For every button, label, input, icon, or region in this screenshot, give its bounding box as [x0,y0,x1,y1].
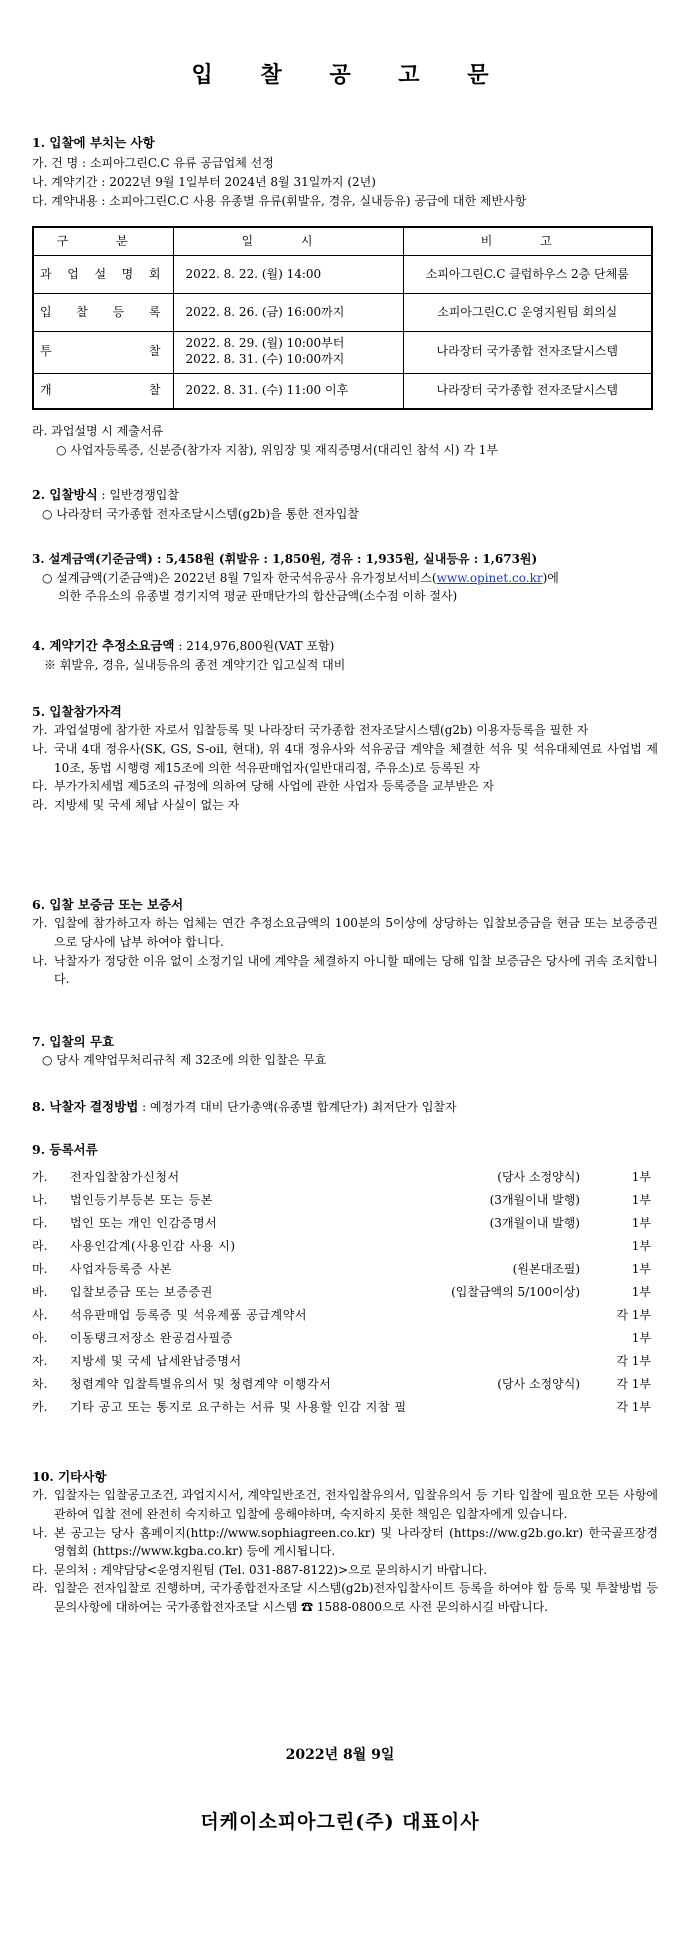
contract-period-line: 나. 계약기간 : 2022년 9월 1일부터 2024년 8월 31일까지 (2년) [32,174,376,189]
list-item: 가. 입찰에 참가하고자 하는 업체는 연간 추정소요금액의 100분의 5이상에 상당하는 입찰보증금을 현금 또는 보증증권으로 당사에 납부 하여야 합니다. [32,916,658,949]
section-9 [32,1140,658,1418]
section-2-value: : 일반경쟁입찰 [97,488,179,502]
list-item: 바. 입찰보증금 또는 보증증권 (입찰금액의 5/100이상) 1부 [32,1284,651,1299]
list-item: 나. 국내 4대 정유사(SK, GS, S-oil, 현대), 위 4대 정유사와 석유공급 계약을 체결한 석유 및 석유대체연료 사업법 제10조, 동법 시행령 제15조에 의한 석유판매업자(일반대리점, 주유소)로 등록된 자 [32,741,658,775]
list-item: 나. 법인등기부등본 또는 등본 (3개월이내 발행) 1부 [32,1192,651,1207]
schedule-row [33,331,652,373]
section-3-detail-1: ○ 설계금액(기준금액)은 2022년 8월 7일자 한국석유공사 유가정보서비스(www.opinet.co.kr)에 [42,570,559,585]
schedule-date-end: 2022. 8. 31. (수) 10:00까지 [185,352,345,366]
list-item: 자. 지방세 및 국세 납세완납증명서 각 1부 [32,1353,651,1368]
section-4-note: ※ 휘발유, 경유, 실내등유의 종전 계약기간 입고실적 대비 [44,657,346,672]
list-item: 다. 법인 또는 개인 인감증명서 (3개월이내 발행) 1부 [32,1215,651,1230]
opinet-link[interactable]: www.opinet.co.kr [436,570,543,585]
section-7-detail: ○ 당사 계약업무처리규칙 제 32조에 의한 입찰은 무효 [42,1053,327,1068]
list-item: 가. 입찰자는 입찰공고조건, 과업지시서, 계약일반조건, 전자입찰유의서, 입찰유의서 등 기타 입찰에 필요한 모든 사항에 관하여 입찰 전에 완전히 숙지하고 입찰에 응해야하며, 숙지하지 못한 책임은 입찰자에게 있습니다. [32,1488,658,1521]
section-6 [32,895,658,989]
section-8 [32,1097,658,1117]
list-item: 라. 사용인감계(사용인감 사용 시) 1부 [32,1238,651,1253]
schedule-label: 입 찰 등 록 [33,293,173,331]
section-6-heading: 6. 입찰 보증금 또는 보증서 [32,897,184,912]
list-item: 라. 입찰은 전자입찰로 진행하며, 국가종합전자조달 시스템(g2b)전자입찰사이트 등록을 하여야 합 등록 및 투찰방법 등 문의사항에 대하여는 국가종합전자조달 시스템 ☎ 1588-0800으로 사전 문의하시길 바랍니다. [32,1581,658,1614]
section-5-heading: 5. 입찰참가자격 [32,704,122,719]
schedule-header-row [33,227,652,255]
briefing-docs-detail: ○ 사업자등록증, 신분증(참가자 지참), 위임장 및 재직증명서(대리인 참석 시) 각 1부 [56,442,498,457]
section-1-docs [32,422,658,459]
schedule-note: 나라장터 국가종합 전자조달시스템 [403,331,652,373]
schedule-table-wrap [32,226,658,410]
section-1-heading: 1. 입찰에 부치는 사항 [32,135,155,150]
list-item: 라. 지방세 및 국세 체납 사실이 없는 자 [32,797,240,812]
section-7 [32,1032,658,1070]
section-10 [32,1467,658,1617]
project-name-line: 가. 건 명 : 소피아그린C.C 유류 공급업체 선정 [32,156,274,171]
section-9-heading: 9. 등록서류 [32,1142,98,1157]
schedule-date [173,331,403,373]
section-2-detail: ○ 나라장터 국가종합 전자조달시스템(g2b)을 통한 전자입찰 [42,506,359,521]
list-item: 아. 이동탱크저장소 완공검사필증 1부 [32,1330,651,1345]
list-item: 가. 과업설명에 참가한 자로서 입찰등록 및 나라장터 국가종합 전자조달시스템(g2b) 이용자등록을 필한 자 [32,723,589,738]
section-3 [32,550,658,606]
schedule-note: 소피아그린C.C 클럽하우스 2층 단체룸 [403,255,652,293]
schedule-date: 2022. 8. 26. (금) 16:00까지 [173,293,403,331]
schedule-header-note: 비 고 [403,227,652,255]
list-item: 차. 청렴계약 입찰특별유의서 및 청렴계약 이행각서 (당사 소정양식) 각 1부 [32,1376,651,1391]
signer-name: 더케이소피아그린(주) 대표이사 [200,1811,480,1833]
schedule-date-start: 2022. 8. 29. (월) 10:00부터 [185,336,345,351]
list-item: 나. 본 공고는 당사 홈페이지(http://www.sophiagreen.co.kr) 및 나라장터 (https://ww.g2b.go.kr) 한국골프장경영협회 (https://www.kgba.co.kr) 등에 게시됩니다. [32,1525,658,1559]
list-item: 사. 석유판매업 등록증 및 석유제품 공급계약서 각 1부 [32,1307,651,1322]
schedule-header-datetime: 일 시 [173,227,403,255]
schedule-note: 나라장터 국가종합 전자조달시스템 [403,373,652,409]
section-8-heading: 8. 낙찰자 결정방법 [32,1099,139,1114]
section-5 [32,702,658,814]
list-item: 다. 문의처 : 계약담당<운영지원팀 (Tel. 031-887-8122)>으로 문의하시기 바랍니다. [32,1562,488,1577]
schedule-date: 2022. 8. 31. (수) 11:00 이후 [173,373,403,409]
section-2 [32,485,658,523]
section-4-value: : 214,976,800원(VAT 포함) [174,639,335,653]
section-3-detail-2: 의한 주유소의 유종별 경기지역 평균 판매단가의 합산금액(소수점 이하 절사) [58,589,458,604]
list-item: 가. 전자입찰참가신청서 (당사 소정양식) 1부 [32,1169,651,1184]
schedule-label: 투 찰 [33,331,173,373]
schedule-note: 소피아그린C.C 운영지원팀 회의실 [403,293,652,331]
announcement-date: 2022년 8월 9일 [285,1747,395,1763]
section-7-heading: 7. 입찰의 무효 [32,1034,115,1049]
section-1 [32,133,658,210]
section-4 [32,636,658,674]
schedule-header-category: 구 분 [33,227,173,255]
schedule-row [33,373,652,409]
list-item: 다. 부가가치세법 제5조의 규정에 의하여 당해 사업에 관한 사업자 등록증을 교부받은 자 [32,779,494,794]
page-title: 입 찰 공 고 문 [191,62,509,88]
schedule-row [33,293,652,331]
schedule-label: 개 찰 [33,373,173,409]
contract-content-line: 다. 계약내용 : 소피아그린C.C 사용 유종별 유류(휘발유, 경유, 실내등유) 공급에 대한 제반사항 [32,193,527,208]
schedule-date: 2022. 8. 22. (월) 14:00 [173,255,403,293]
list-item: 나. 낙찰자가 정당한 이유 없이 소정기일 내에 계약을 체결하지 아니할 때에는 당해 입찰 보증금은 당사에 귀속 조치합니다. [32,953,658,987]
section-4-heading: 4. 계약기간 추정소요금액 [32,638,175,653]
section-8-value: : 예정가격 대비 단가총액(유종별 합계단가) 최저단가 입찰자 [138,1100,457,1114]
schedule-label: 과 업 설 명 회 [33,255,173,293]
schedule-table [32,226,653,410]
section-2-heading: 2. 입찰방식 [32,487,98,502]
list-item: 마. 사업자등록증 사본 (원본대조필) 1부 [32,1261,651,1276]
section-10-heading: 10. 기타사항 [32,1469,107,1484]
briefing-docs-line: 라. 과업설명 시 제출서류 [32,424,164,438]
list-item: 카. 기타 공고 또는 통지로 요구하는 서류 및 사용할 인감 지참 필 각 1부 [32,1399,651,1414]
section-3-heading: 3. 설계금액(기준금액) : 5,458원 (휘발유 : 1,850원, 경유 : 1,935원, 실내등유 : 1,673원) [32,552,538,566]
schedule-row [33,255,652,293]
